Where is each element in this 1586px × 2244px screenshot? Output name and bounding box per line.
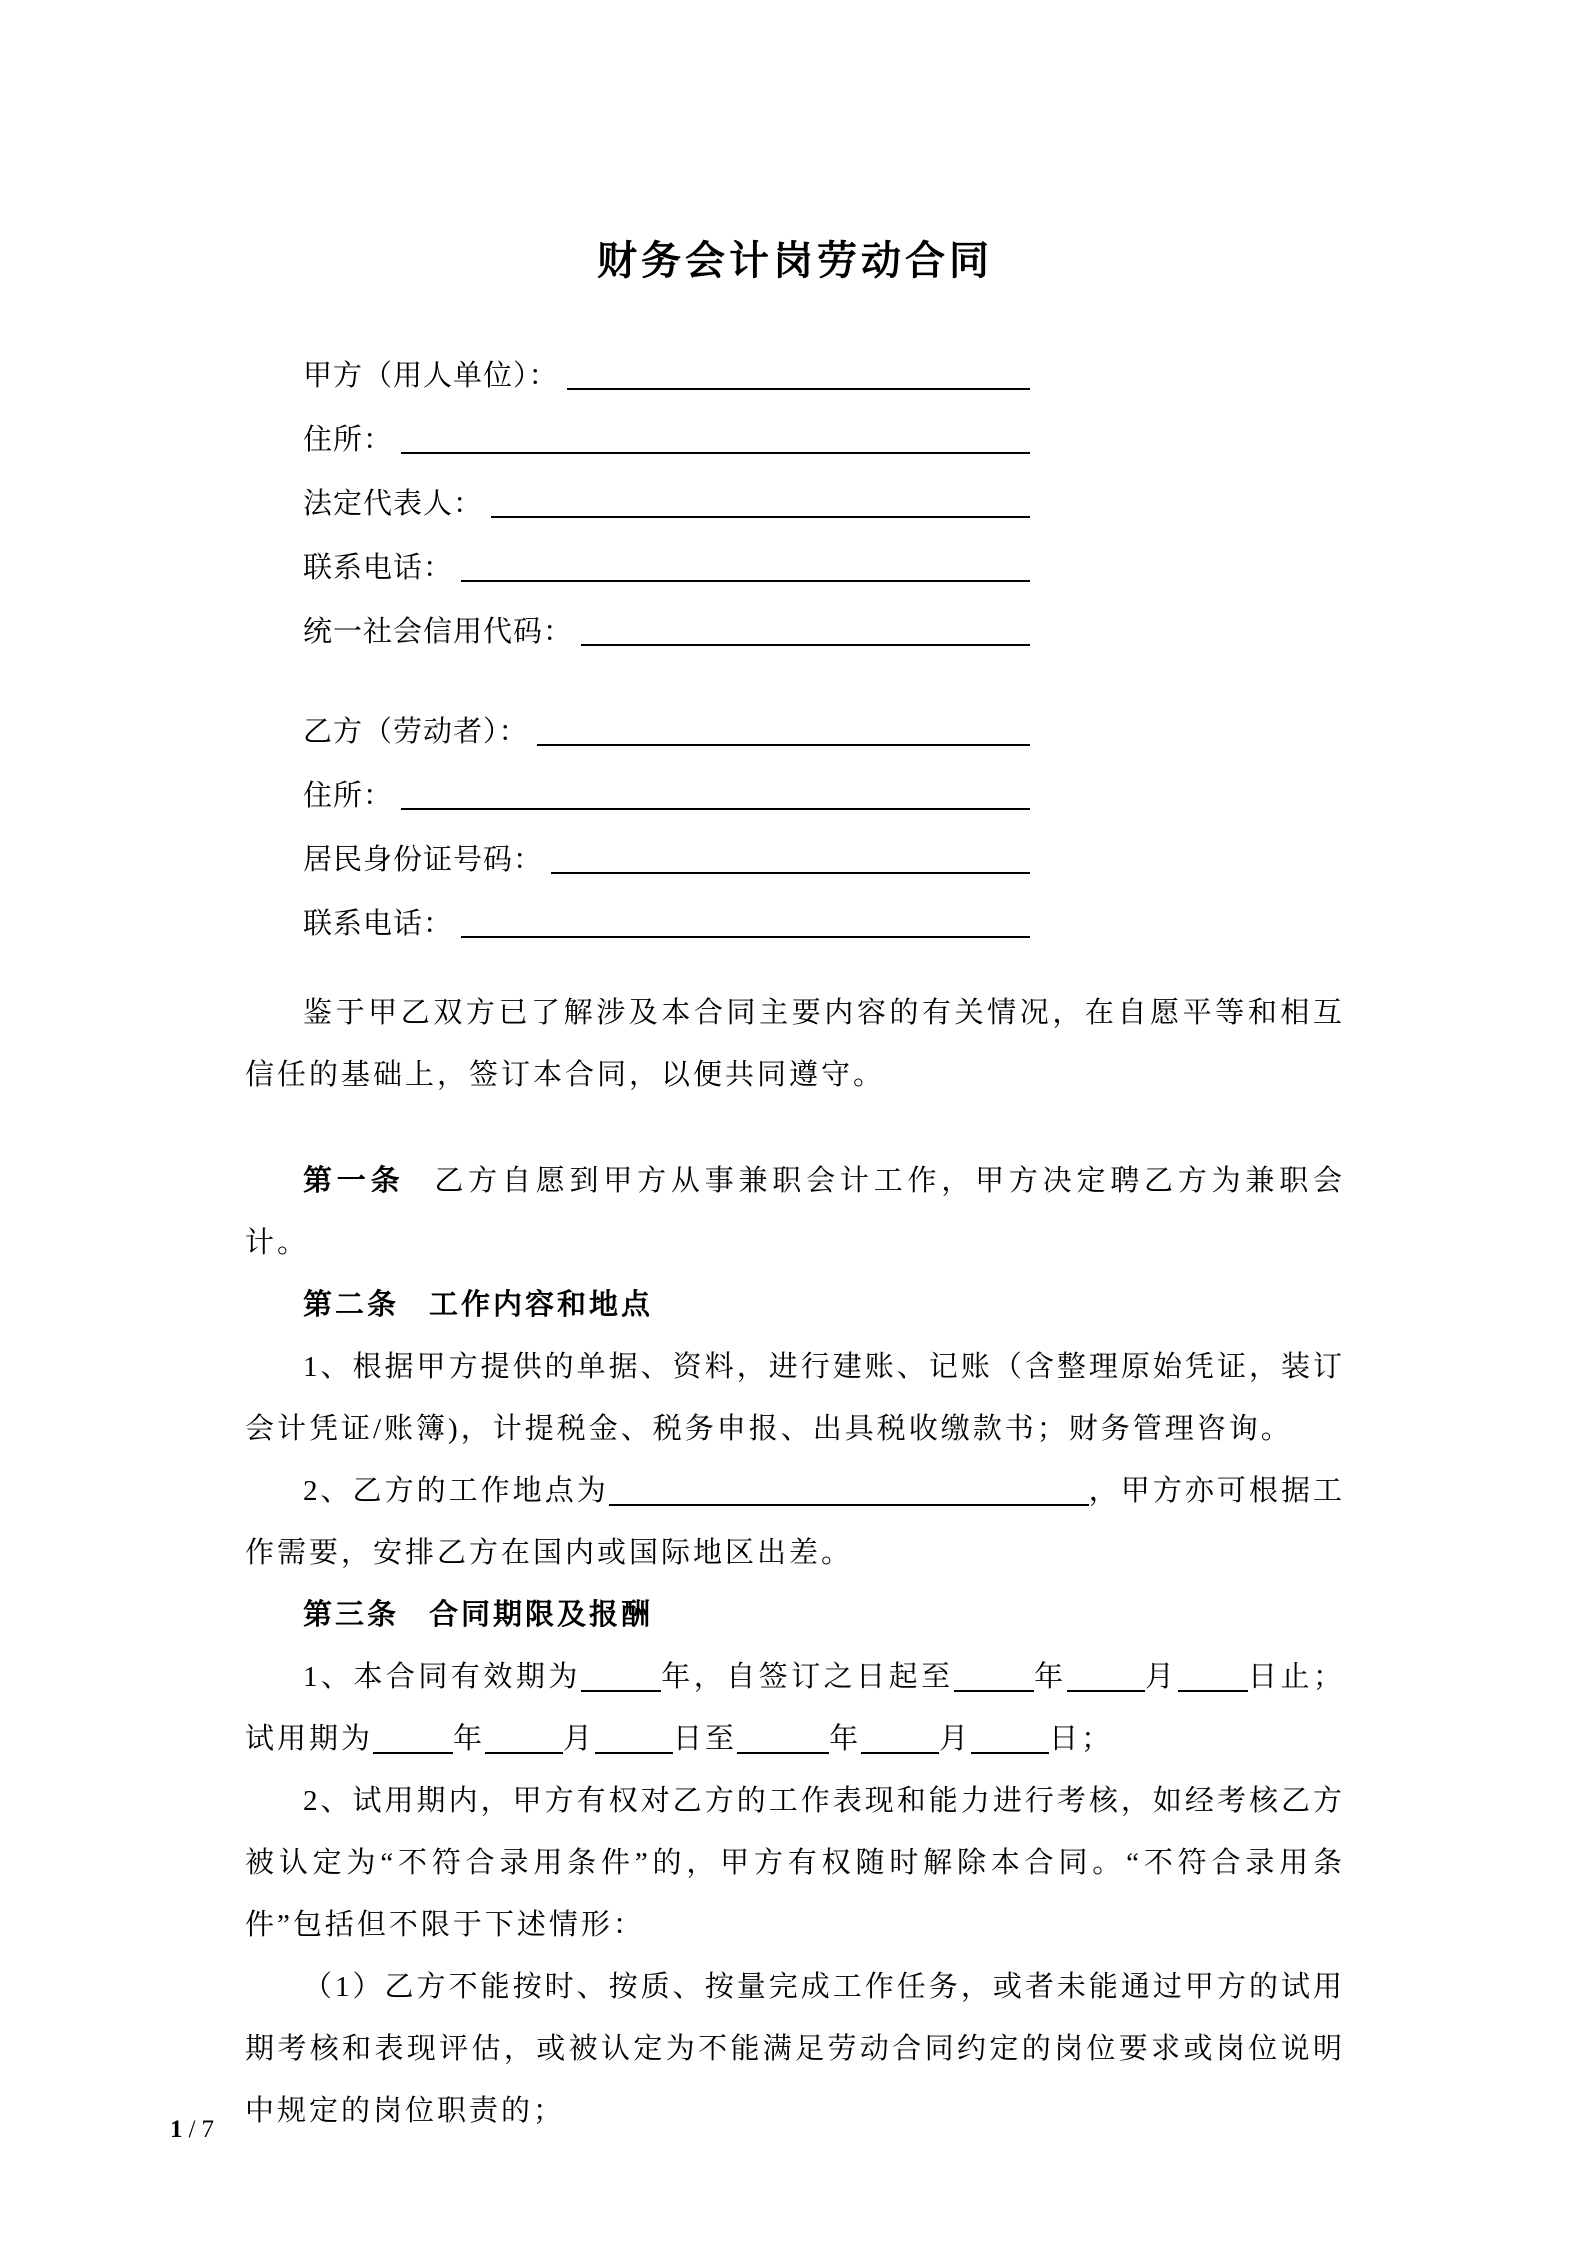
page-footer: [170, 2116, 215, 2144]
form-row-party-a-name: [245, 332, 1030, 396]
party-a-phone-blank[interactable]: [461, 570, 1030, 582]
text-run: 年，自签订之日起至: [660, 1661, 954, 1693]
text-run: 日至: [673, 1723, 738, 1755]
form-row-party-a-phone: [245, 524, 1030, 588]
form-row-party-b-address: [245, 752, 1030, 816]
text-run: （1）乙方不能按时、按质、按量完成工作任务，或者未能通过甲方的试用期考核和表现评估，或被认定为不能满足劳动合同约定的岗位要求或岗位说明中规定的岗位职责的；: [245, 1971, 1345, 2127]
form-row-party-a-credit-code: [245, 588, 1030, 652]
total-page-count: 7: [201, 2116, 215, 2143]
fill-in-blank[interactable]: [861, 1740, 939, 1754]
text-run: 月: [563, 1723, 596, 1755]
form-row-party-b-phone: [245, 880, 1030, 944]
party-b-name-blank[interactable]: [537, 734, 1030, 746]
clause-2-item-2-paragraph: [245, 1460, 1345, 1584]
clause-3-title: 合同期限及报酬: [429, 1599, 654, 1631]
party-b-id-number-blank[interactable]: [551, 862, 1030, 874]
clause-2-title: 工作内容和地点: [429, 1289, 654, 1321]
text-run: 日；: [1049, 1723, 1114, 1755]
fill-in-blank[interactable]: [1178, 1678, 1248, 1692]
text-run: 2、试用期内，甲方有权对乙方的工作表现和能力进行考核，如经考核乙方被认定为“不符合录用条件”的，甲方有权随时解除本合同。“不符合录用条件”包括但不限于下述情形：: [245, 1785, 1345, 1941]
clause-1-paragraph: [245, 1150, 1345, 1274]
party-b-address-label: 住所：: [303, 780, 394, 812]
fill-in-blank[interactable]: [581, 1678, 661, 1692]
clause-1-text: 乙方自愿到甲方从事兼职会计工作，甲方决定聘乙方为兼职会计。: [245, 1165, 1345, 1259]
text-run: ，甲方亦可根据工作需要，安排乙方在国内或国际地区出差。: [245, 1475, 1345, 1569]
document-title: 财务会计岗劳动合同: [597, 239, 993, 283]
party-a-phone-label: 联系电话：: [303, 552, 454, 584]
party-b-phone-blank[interactable]: [461, 926, 1030, 938]
fill-in-blank[interactable]: [971, 1740, 1049, 1754]
fill-in-blank[interactable]: [954, 1678, 1034, 1692]
clause-2-heading: [245, 1274, 1345, 1336]
fill-in-blank[interactable]: [595, 1740, 673, 1754]
party-a-address-label: 住所：: [303, 424, 394, 456]
clause-3-subitem-1-paragraph: [245, 1956, 1345, 2142]
preamble-paragraph: 鉴于甲乙双方已了解涉及本合同主要内容的有关情况，在自愿平等和相互信任的基础上，签订本合同，以便共同遵守。: [245, 997, 1345, 1091]
form-row-party-a-address: [245, 396, 1030, 460]
form-row-party-a-legal-rep: [245, 460, 1030, 524]
clause-3-item-2-paragraph: [245, 1770, 1345, 1956]
party-b-section: [245, 688, 1345, 944]
fill-in-blank[interactable]: [609, 1492, 1089, 1506]
page-number-separator: /: [188, 2116, 197, 2143]
party-a-address-blank[interactable]: [401, 442, 1030, 454]
party-a-credit-code-blank[interactable]: [581, 634, 1030, 646]
fill-in-blank[interactable]: [485, 1740, 563, 1754]
text-run: 1、本合同有效期为: [303, 1661, 581, 1693]
party-a-name-label: 甲方（用人单位）：: [303, 360, 559, 392]
text-run: 2、乙方的工作地点为: [303, 1475, 609, 1507]
clause-3-heading: [245, 1584, 1345, 1646]
text-run: 月: [1144, 1661, 1178, 1693]
party-b-name-label: 乙方（劳动者）：: [303, 716, 529, 748]
fill-in-blank[interactable]: [1067, 1678, 1145, 1692]
form-row-party-b-id-number: [245, 816, 1030, 880]
clause-1-number: 第一条: [303, 1165, 405, 1197]
current-page-number: 1: [170, 2116, 184, 2143]
party-a-credit-code-label: 统一社会信用代码：: [303, 616, 574, 648]
document-content: [245, 236, 1345, 2142]
party-a-legal-rep-label: 法定代表人：: [303, 488, 484, 520]
text-run: 年: [453, 1723, 486, 1755]
clause-2-item-1-paragraph: [245, 1336, 1345, 1460]
party-b-address-blank[interactable]: [401, 798, 1030, 810]
text-run: 年: [829, 1723, 862, 1755]
text-run: 月: [939, 1723, 972, 1755]
clause-3-number: 第三条: [303, 1599, 400, 1631]
text-run: 年: [1033, 1661, 1067, 1693]
party-a-legal-rep-blank[interactable]: [491, 506, 1030, 518]
party-a-name-blank[interactable]: [567, 378, 1030, 390]
fill-in-blank[interactable]: [373, 1740, 453, 1754]
party-b-id-number-label: 居民身份证号码：: [303, 844, 544, 876]
clause-3-item-1-paragraph: [245, 1646, 1345, 1770]
clause-2-number: 第二条: [303, 1289, 400, 1321]
party-a-section: [245, 332, 1345, 652]
text-run: 1、根据甲方提供的单据、资料，进行建账、记账（含整理原始凭证，装订会计凭证/账簿)，计提税金、税务申报、出具税收缴款书；财务管理咨询。: [245, 1351, 1345, 1445]
text-run: 日止；试用期为: [245, 1661, 1345, 1755]
fill-in-blank[interactable]: [737, 1740, 829, 1754]
form-row-party-b-name: [245, 688, 1030, 752]
party-b-phone-label: 联系电话：: [303, 908, 454, 940]
